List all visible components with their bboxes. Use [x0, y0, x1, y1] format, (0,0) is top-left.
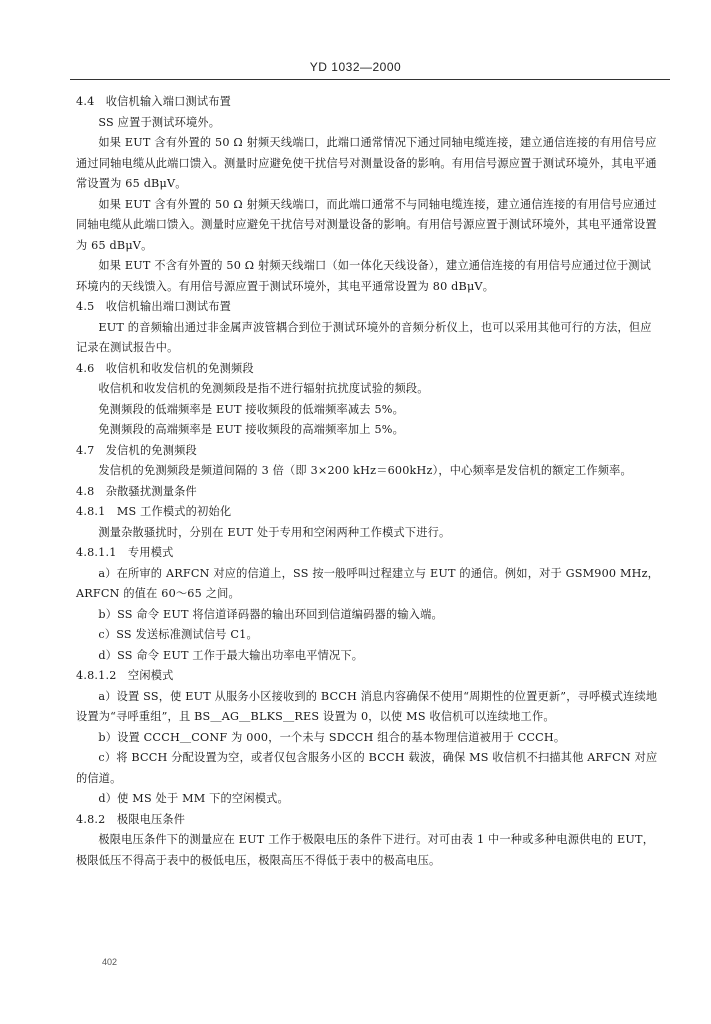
paragraph: 测量杂散骚扰时，分别在 EUT 处于专用和空闲两种工作模式下进行。	[98, 525, 451, 539]
heading-4-5: 4.5 收信机输出端口测试布置	[76, 300, 232, 313]
paragraph: 收信机和收发信机的免测频段是指不进行辐射抗扰度试验的频段。	[98, 382, 429, 395]
list-item: b）SS 命令 EUT 将信道译码器的输出环回到信道编码器的输入端。	[98, 607, 443, 621]
heading-4-8-1-1: 4.8.1.1 专用模式	[76, 546, 174, 559]
paragraph: 如果 EUT 不含有外置的 50 Ω 射频天线端口（如一体化天线设备），建立通信连接的有用信号应通过位于测试环境内的天线馈入。有用信号源应置于测试环境外，其电平通常设置为 80 dBμV。	[76, 259, 652, 293]
paragraph: 如果 EUT 含有外置的 50 Ω 射频天线端口，而此端口通常不与同轴电缆连接，建立通信连接的有用信号应通过同轴电缆从此端口馈入。测量时应避免干扰信号对测量设备的影响。有用信号源应置于测试环境外，其电平通常设置为 65 dBμV。	[76, 197, 657, 252]
heading-4-8-1: 4.8.1 MS 工作模式的初始化	[76, 505, 232, 518]
paragraph: 极限电压条件下的测量应在 EUT 工作于极限电压的条件下进行。对可由表 1 中一种或多种电源供电的 EUT，极限低压不得高于表中的极低电压，极限高压不得低于表中的极高电压。	[76, 833, 655, 867]
list-item: d）SS 命令 EUT 工作于最大输出功率电平情况下。	[98, 648, 364, 662]
heading-4-8-2: 4.8.2 极限电压条件	[76, 812, 186, 826]
heading-4-4: 4.4 收信机输入端口测试布置	[76, 95, 232, 108]
heading-4-7: 4.7 发信机的免测频段	[76, 443, 197, 457]
paragraph: SS 应置于测试环境外。	[98, 115, 221, 129]
heading-4-6: 4.6 收信机和收发信机的免测频段	[76, 361, 254, 375]
heading-4-8: 4.8 杂散骚扰测量条件	[76, 484, 197, 498]
document-body	[76, 92, 661, 871]
paragraph: 免测频段的高端频率是 EUT 接收频段的高端频率加上 5%。	[98, 423, 404, 436]
paragraph: 发信机的免测频段是频道间隔的 3 倍（即 3×200 kHz＝600kHz），中心频率是发信机的额定工作频率。	[98, 464, 632, 477]
list-item: b）设置 CCCH＿CONF 为 000，一个未与 SDCCH 组合的基本物理信道被用于 CCCH。	[98, 730, 566, 744]
standard-number-header: YD 1032—2000	[309, 60, 402, 74]
list-item: c）将 BCCH 分配设置为空，或者仅包含服务小区的 BCCH 载波，确保 MS 收信机不扫描其他 ARFCN 对应的信道。	[76, 751, 658, 785]
list-item: a）在所审的 ARFCN 对应的信道上，SS 按一般呼叫过程建立与 EUT 的通信。例如，对于 GSM900 MHz，ARFCN 的值在 60～65 之间。	[76, 566, 660, 600]
paragraph: 免测频段的低端频率是 EUT 接收频段的低端频率减去 5%。	[98, 402, 404, 416]
list-item: d）使 MS 处于 MM 下的空闲模式。	[98, 792, 289, 805]
heading-4-8-1-2: 4.8.1.2 空闲模式	[76, 669, 174, 682]
list-item: a）设置 SS，使 EUT 从服务小区接收到的 BCCH 消息内容确保不使用“周期性的位置更新”，寻呼模式连续地设置为“寻呼重组”，且 BS＿AG＿BLKS＿RES 设置为 0，以使 MS 收信机可以连续地工作。	[76, 689, 658, 723]
paragraph: EUT 的音频输出通过非金属声波管耦合到位于测试环境外的音频分析仪上，也可以采用其他可行的方法，但应记录在测试报告中。	[76, 320, 652, 354]
paragraph: 如果 EUT 含有外置的 50 Ω 射频天线端口，此端口通常情况下通过同轴电缆连接，建立通信连接的有用信号应通过同轴电缆从此端口馈入。测量时应避免使干扰信号对测量设备的影响。有用信号源应置于测试环境外，其电平通常设置为 65 dBμV。	[76, 136, 657, 190]
page-number: 402	[102, 957, 118, 967]
header-rule	[70, 79, 670, 80]
list-item: c）SS 发送标准测试信号 C1。	[98, 628, 258, 641]
